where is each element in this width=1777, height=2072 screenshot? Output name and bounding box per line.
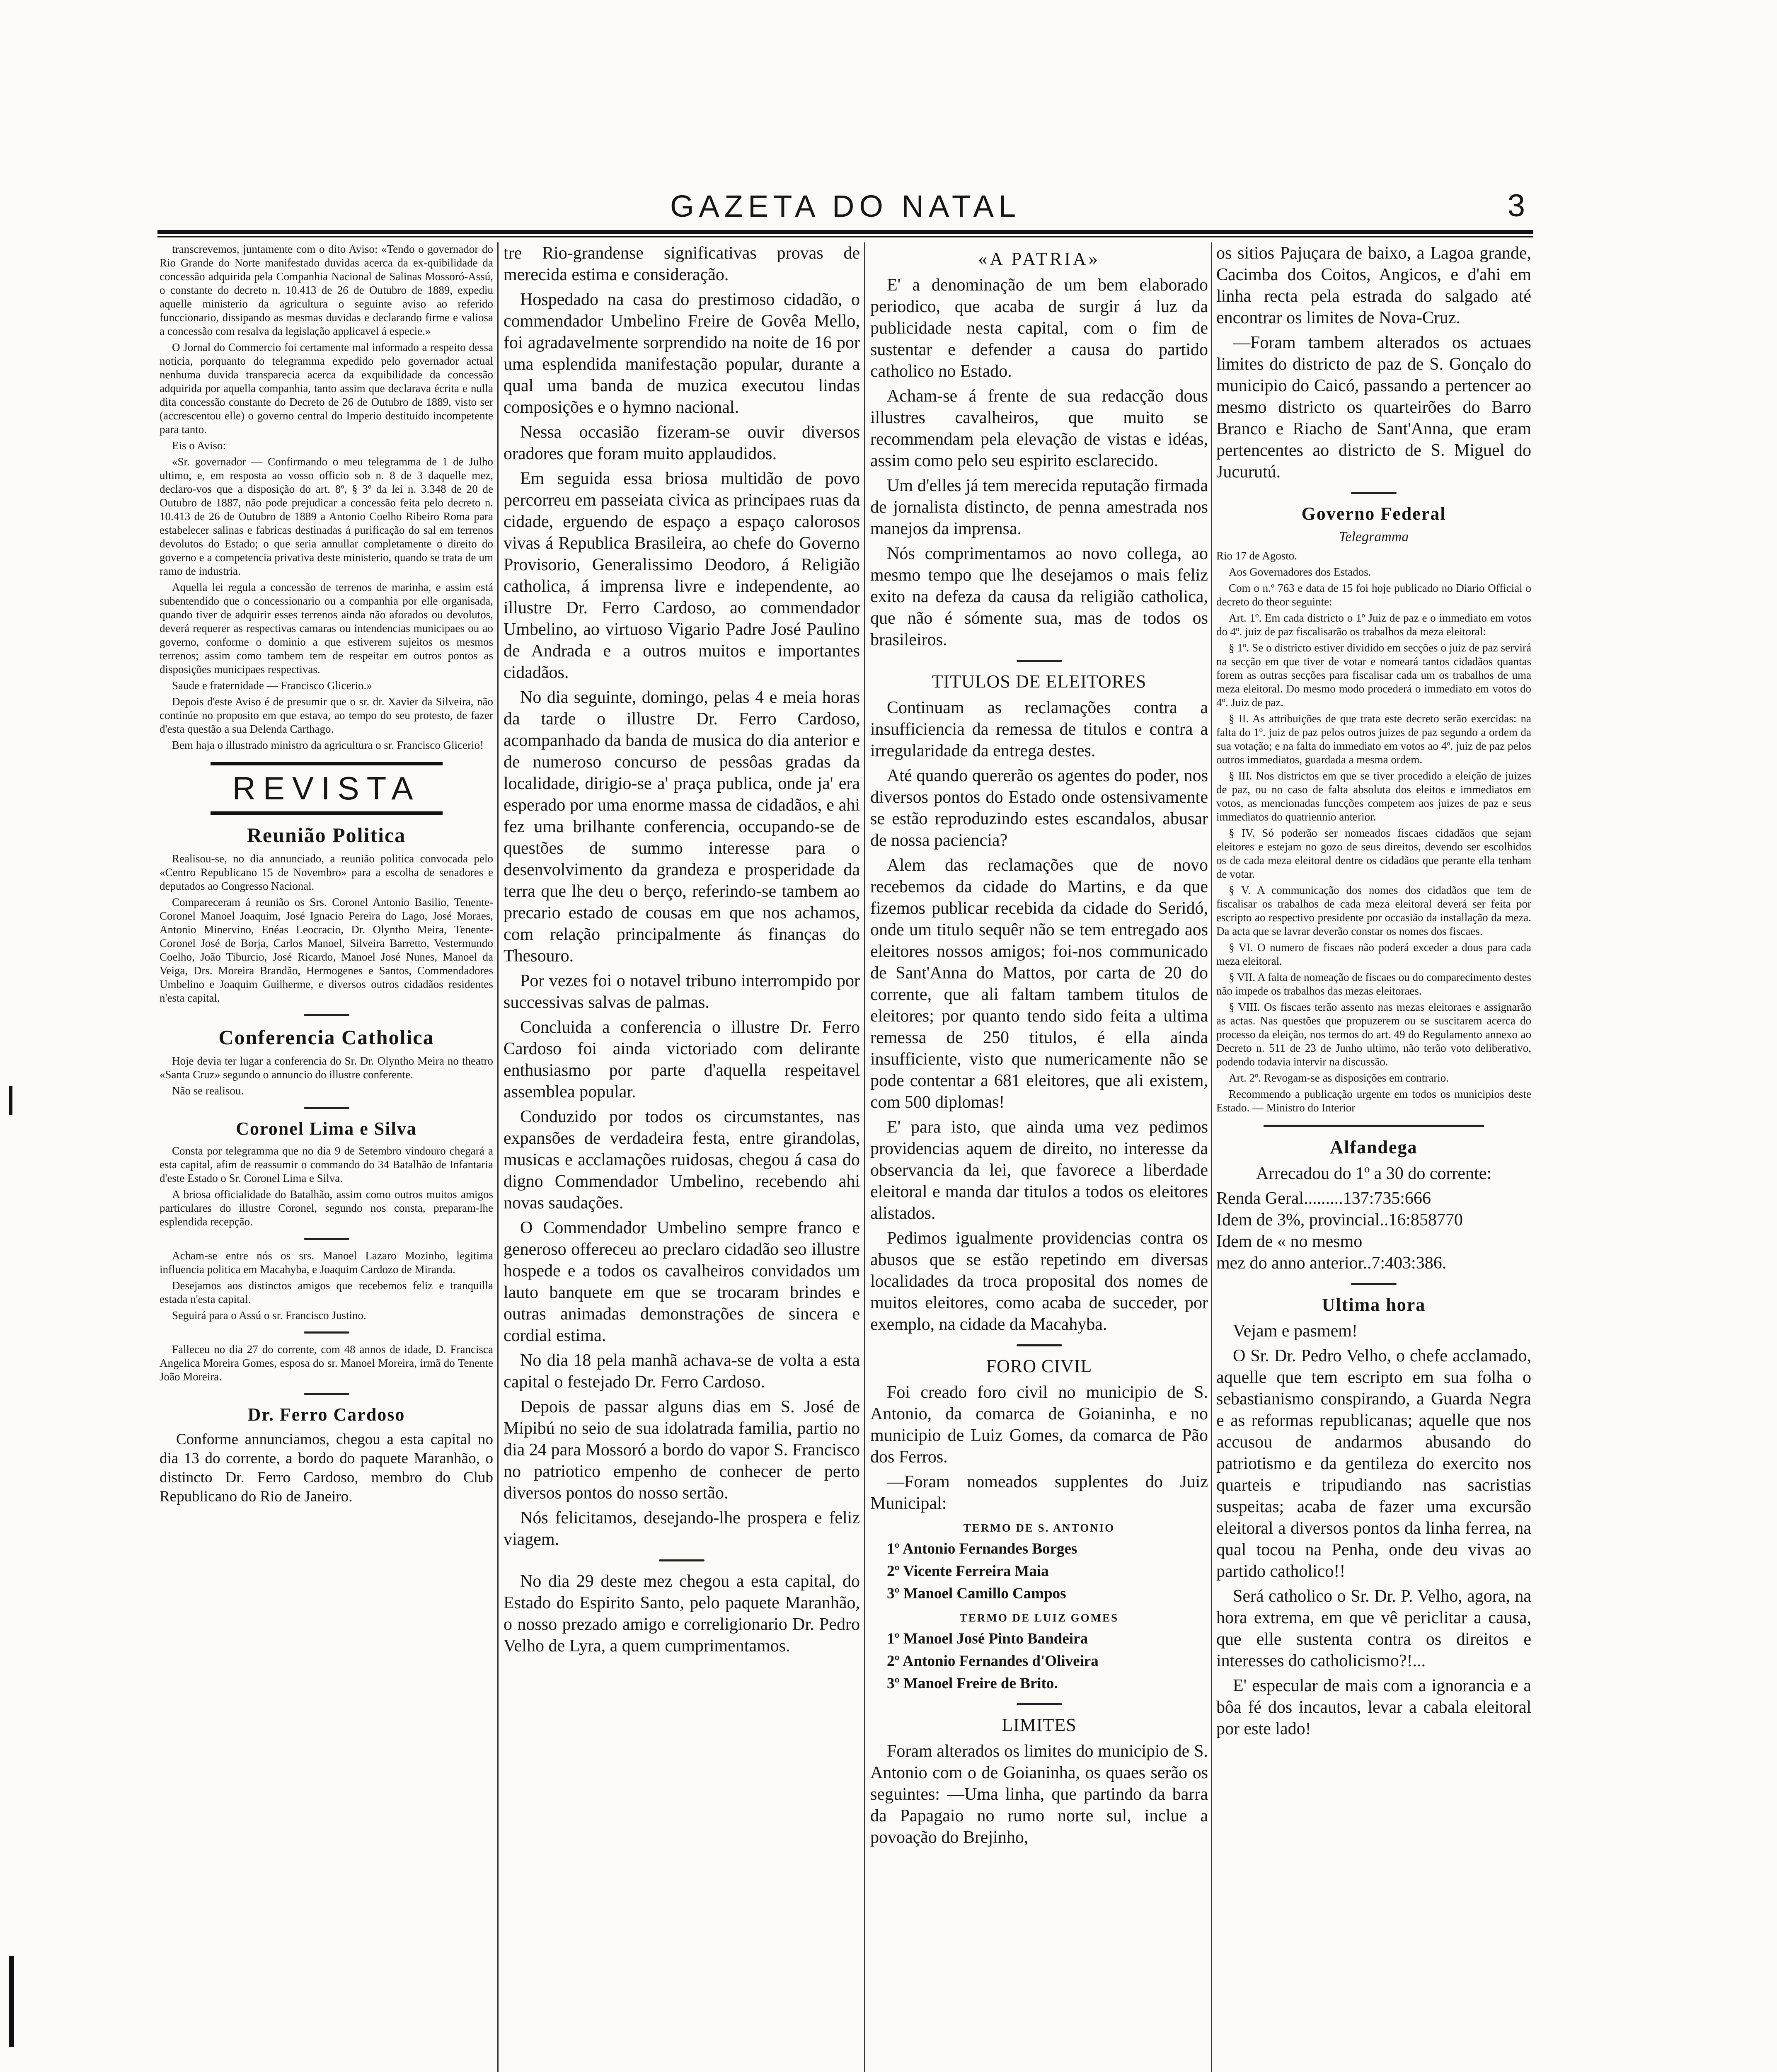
article-paragraph: Consta por telegramma que no dia 9 de Setembro vindouro chegará a esta capital, afim de reassumir o commando do 34 Batalhão de Infantaria d'este Estado o Sr. Coronel Lima e Silva.	[160, 1145, 493, 1184]
separator	[1017, 660, 1062, 662]
article-paragraph: Alem das reclamações que de novo recebemos da cidade do Martins, e da que fizemos publicar recebida da cidade do Seridó, onde um titulo sequêr não se tem entregado aos eleitores nossos amigos; foi-nos communicado de Sant'Anna do Mattos, por carta de 20 do corrente, que ali faltam tambem titulos de eleitores; por quanto tendo sido feita a ultima remessa de 250 titulos, é ella ainda insufficiente, visto que numericamente não se pode contentar a 681 eleitores, que ali existem, com 500 diplomas!	[870, 856, 1208, 1112]
article-paragraph: O Jornal do Commercio foi certamente mal informado a respeito dessa noticia, porquanto do telegramma expedido pelo governador actual nenhuma duvida transparecia acerca da exquibilidade da concessão adquirida por aquella companhia, tanto assim que declarava écrita e nulla dita concessão constante do Decreto de 26 de Outubro de 1889, visto ser (accrescentou elle) o governo central do Imperio destituido incompetente para tanto.	[160, 341, 493, 436]
article-paragraph: Não se realisou.	[172, 1084, 244, 1097]
headline-coronel: Coronel Lima e Silva	[236, 1118, 417, 1139]
headline-titulos: TITULOS DE ELEITORES	[932, 671, 1147, 692]
separator	[304, 1331, 349, 1334]
article-paragraph: E' a denominação de um bem elaborado periodico, que acaba de surgir á luz da publicidade nesta capital, com o fim de sustentar e defender a causa do partido catholico no Estado.	[870, 276, 1208, 381]
name-entry: 2º Vicente Ferreira Maia	[887, 1563, 1049, 1580]
article-paragraph: E' para isto, que ainda uma vez pedimos providencias aquem de direito, no interesse da observancia da lei, que favorece a liberdade eleitoral e manda dar titulos a todos os eleitores alistados.	[870, 1118, 1208, 1223]
headline-alfandega: Alfandega	[1330, 1137, 1418, 1157]
revenue-line: Renda Geral.........137:735:666	[1216, 1189, 1431, 1208]
name-entry: 1º Antonio Fernandes Borges	[887, 1540, 1077, 1557]
article-paragraph: tre Rio-grandense significativas provas de merecida estima e consideração.	[504, 244, 860, 284]
article-paragraph: Até quando quererão os agentes do poder, nos diversos pontos do Estado onde ostensivamente se estão reproduzindo estes escandalos, abusar de nossa paciencia?	[870, 766, 1208, 850]
headline-reuniao: Reunião Politica	[247, 823, 406, 847]
column-1	[160, 242, 493, 2072]
article-paragraph: Realisou-se, no dia annunciado, a reunião politica convocada pelo «Centro Republicano 15 de Novembro» para a escolha de senadores e deputados ao Congresso Nacional.	[160, 852, 493, 892]
article-paragraph: No dia seguinte, domingo, pelas 4 e meia horas da tarde o illustre Dr. Ferro Cardoso, acompanhado da banda de musica do dia anterior e de numeroso concurso de pessôas gradas da localidade, dirigio-se a' praça publica, onde ja' era esperado por uma enorme massa de cidadãos, e ahi fez uma brilhante conferencia, occupando-se de questões de summo interesse para o desenvolvimento da grandeza e prosperidade da terra que lhe deu o berço, referindo-se tambem ao precario estado de cousas em que nos achamos, com relação principalmente ás finanças do Thesouro.	[504, 688, 860, 966]
article-paragraph: Pedimos igualmente providencias contra os abusos que se estão repetindo em diversas localidades da troca proposital dos nomes de muitos eleitores, como acaba de succeder, por exemplo, na cidade da Macahyba.	[870, 1229, 1208, 1334]
article-paragraph: —Foram nomeados supplentes do Juiz Municipal:	[870, 1472, 1208, 1513]
headline-ferro-cardoso: Dr. Ferro Cardoso	[247, 1404, 405, 1425]
news-note: Seguirá para o Assú o sr. Francisco Justino.	[172, 1309, 366, 1322]
article-paragraph: Eis o Aviso:	[172, 439, 226, 452]
article-paragraph: Aquella lei regula a concessão de terrenos de marinha, e assim está subentendido que o concessionario ou a companhia por elle organisada, quando tiver de adquirir esses terrenos ainda não aforados ou devolutos, deverá requerer as respectivas camaras ou intendencias municipaes ou ao governo, conforme o dominio a que estiverem sujeitos os mesmos terrenos; assim como tambem tem de respeitar em outros pontos as disposições municipaes respectivas.	[160, 581, 493, 675]
article-paragraph: Depois de passar alguns dias em S. José de Mipibú no seio de sua idolatrada familia, partio no dia 24 para Mossoró a bordo do vapor S. Francisco no patriotico empenho de conhecer de perto diversos pontos do nosso sertão.	[504, 1397, 860, 1503]
decree-paragraph: § III. Nos districtos em que se tiver procedido a eleição de juizes de paz, ou no caso de falta absoluta dos eleitos e immediatos em votos, as mencionadas funcções competem aos juizes de paz e seus immediatos do quatriennio anterior.	[1216, 770, 1531, 823]
article-paragraph: O Commendador Umbelino sempre franco e generoso offereceu ao preclaro cidadão seo illustre hospede e a todos os cavalheiros convidados um lauto banquete em que se trocaram brindes e outras animadas demonstrações de sincera e cordial estima.	[504, 1218, 860, 1345]
article-paragraph: Conforme annunciamos, chegou a esta capital no dia 13 do corrente, a bordo do paquete Maranhão, o distincto Dr. Ferro Cardoso, membro do Club Republicano do Rio de Janeiro.	[160, 1431, 493, 1505]
article-paragraph: A briosa officialidade do Batalhão, assim como outros muitos amigos particulares do illustre Coronel, segundo nos consta, preparam-lhe esplendida recepção.	[160, 1188, 493, 1228]
separator	[1017, 1344, 1062, 1346]
article-paragraph: Nós felicitamos, desejando-lhe prospera e feliz viagem.	[504, 1508, 860, 1549]
article-paragraph: Hospedado na casa do prestimoso cidadão, o commendador Umbelino Freire de Govêa Mello, foi agradavelmente sorprendido na noite de 16 por uma esplendida manifestação popular, durante a qual uma banda de muzica executou lindas composições e o hymno nacional.	[504, 290, 860, 417]
name-entry: 1º Manoel José Pinto Bandeira	[887, 1630, 1088, 1647]
article-paragraph: Foi creado foro civil no municipio de S. Antonio, da comarca de Goianinha, e no municipio de Luiz Gomes, da comarca de Pão dos Ferros.	[870, 1383, 1208, 1467]
section-title-revista: REVISTA	[211, 762, 443, 815]
decree-paragraph: § VII. A falta de nomeação de fiscaes ou do comparecimento destes não impede os trabalhos das mezas eleitoraes.	[1216, 971, 1531, 997]
article-paragraph: Bem haja o illustrado ministro da agricultura o sr. Francisco Glicerio!	[172, 739, 484, 751]
article-paragraph: Vejam e pasmem!	[1233, 1322, 1358, 1341]
column-4	[1216, 242, 1531, 2072]
article-paragraph: O Sr. Dr. Pedro Velho, o chefe acclamado, aquelle que tem escripto em sua folha o sebastianismo conspirando, a Guarda Negra e as reformas republicanas; aquelle que nos accusou de andarmos abusando do patriotismo e da gentileza do exercito nos quarteis e tripudiando nas sacristias suspeitas; acaba de fazer uma excursão eleitoral a diversos pontos da linha ferrea, na qual tocou na Penha, onde deu vivas ao partido catholico!!	[1216, 1346, 1531, 1581]
revenue-line: mez do anno anterior..7:403:386.	[1216, 1254, 1447, 1273]
decree-paragraph: § 1º. Se o districto estiver dividido em secções o juiz de paz servirá na secção em que tiver de votar e nomeará tantos cidadãos quantas forem as outras secções para fiscalisar cada um os trabalhos de uma meza eleitoral. Do mesmo modo procederá o immediato em votos do 4º. Juiz de paz.	[1216, 641, 1531, 709]
article-paragraph: Nessa occasião fizeram-se ouvir diversos oradores que foram muito applaudidos.	[504, 423, 860, 463]
separator	[1351, 1283, 1397, 1285]
separator	[1017, 1703, 1062, 1705]
decree-paragraph: Com o n.º 763 e data de 15 foi hoje publicado no Diario Official o decreto do theor seguinte:	[1216, 582, 1531, 608]
article-paragraph: Conduzido por todos os circumstantes, nas expansões de verdadeira festa, entre girandolas, musicas e acclamações ruidosas, chegou á casa do digno Commendador Umbelino, recebendo ahi novas saudações.	[504, 1107, 860, 1213]
subheading-termo: TERMO DE LUIZ GOMES	[959, 1612, 1119, 1624]
news-note: Acham-se entre nós os srs. Manoel Lazaro Mozinho, legitima influencia politica em Macahyba, e Joaquim Cardozo de Miranda.	[160, 1249, 493, 1276]
decree-paragraph: Art. 1º. Em cada districto o 1º Juiz de paz e o immediato em votos do 4º. juiz de paz fiscalisarão os trabalhos da meza eleitoral:	[1216, 612, 1531, 638]
article-paragraph: Será catholico o Sr. Dr. P. Velho, agora, na hora extrema, em que vê periclitar a causa, que elle sustenta contra os direitos e interesses do catholicismo?!...	[1216, 1587, 1531, 1670]
alfandega-intro: Arrecadou do 1º a 30 do corrente:	[1256, 1164, 1492, 1183]
decree-paragraph: § VIII. Os fiscaes terão assento nas mezas eleitoraes e assignarão as actas. Nas questões que propuzerem ou se suscitarem acerca do processo da eleição, nos termos do art. 49 do Regulamento annexo ao Decreto n. 511 de 23 de Junho ultimo, não terão voto deliberativo, podendo todavia intervir na discussão.	[1216, 1001, 1531, 1068]
headline-limites: LIMITES	[1002, 1715, 1077, 1735]
decree-line: Aos Governadores dos Estados.	[1229, 566, 1371, 578]
page-header	[157, 184, 1533, 234]
revenue-line: Idem de 3%, provincial..16:858770	[1216, 1210, 1463, 1230]
article-paragraph: Um d'elles já tem merecida reputação firmada de jornalista distincto, de penna amestrada nos manejos da imprensa.	[870, 476, 1208, 538]
subheading-telegramma: Telegramma	[1339, 529, 1409, 545]
name-entry: 3º Manoel Freire de Brito.	[887, 1675, 1058, 1692]
article-paragraph: Depois d'este Aviso é de presumir que o sr. dr. Xavier da Silveira, não continúe no proposito em que estava, ao tempo do seu protesto, de fazer d'esta questão a sua Delenda Carthago.	[160, 695, 493, 735]
decree-paragraph: Art. 2º. Revogam-se as disposições em contrario.	[1229, 1072, 1449, 1084]
article-paragraph: No dia 18 pela manhã achava-se de volta a esta capital o festejado Dr. Ferro Cardoso.	[504, 1351, 860, 1392]
column-divider	[1211, 242, 1212, 2072]
column-divider	[497, 242, 499, 2072]
revenue-line: Idem de « no mesmo	[1216, 1232, 1363, 1251]
article-paragraph: Em seguida essa briosa multidão de povo percorreu em passeiata civica as principaes ruas da cidade, erguendo de espaço a espaço calorosos vivas á Republica Brasileira, ao chefe do Governo Provisorio, Generalissimo Deodoro, á Religião catholica, á imprensa livre e independente, ao illustre Dr. Ferro Cardoso, ao commendador Umbelino, ao virtuoso Vigario Padre José Paulino de Andrada e a outros muitos e importantes cidadãos.	[504, 469, 860, 682]
header-rule-thin	[157, 236, 1533, 237]
news-note: Falleceu no dia 27 do corrente, com 48 annos de idade, D. Francisca Angelica Moreira Gomes, esposa do sr. Manoel Moreira, irmã do Tenente João Moreira.	[160, 1343, 493, 1383]
decree-paragraph: Recommendo a publicação urgente em todos os municipios deste Estado. — Ministro do Interior	[1216, 1088, 1531, 1114]
article-paragraph: —Foram tambem alterados os actuaes limites do districto de paz de S. Gonçalo do municipio do Caicó, passando a pertencer ao mesmo districto os quarteirões do Barro Branco e Riacho de Sant'Anna, que eram pertencentes ao districto de S. Miguel do Jucurutú.	[1216, 333, 1531, 482]
headline-conferencia: Conferencia Catholica	[218, 1026, 434, 1049]
name-entry: 3º Manoel Camillo Campos	[887, 1585, 1066, 1602]
article-paragraph: Nós comprimentamos ao novo collega, ao mesmo tempo que lhe desejamos o mais feliz exito na defeza da causa da religião catholica, que não é sómente sua, mas de todos os brasileiros.	[870, 544, 1208, 649]
article-paragraph: Continuam as reclamações contra a insufficiencia da remessa de titulos e contra a irregularidade da entrega destes.	[870, 698, 1208, 760]
article-paragraph: Compareceram á reunião os Srs. Coronel Antonio Basilio, Tenente-Coronel Manoel Joaquim, José Ignacio Pereira do Lago, José Moraes, Antonio Minervino, Enéas Leocracio, Dr. Olyntho Meira, Tenente-Coronel José de Borja, Carlos Manoel, Silveira Barretto, Vestermundo Coelho, João Tiburcio, José Ricardo, Manoel José Nunes, Manoel da Veiga, Drs. Moreira Brandão, Hermogenes e Santos, Commendadores Umbelino e Joaquim Guilherme, e diversos outros cidadãos residentes n'esta capital.	[160, 896, 493, 1004]
column-2	[504, 242, 860, 2072]
separator	[304, 1107, 349, 1109]
newspaper-title: GAZETA DO NATAL	[670, 189, 1021, 223]
article-paragraph: «Sr. governador — Confirmando o meu telegramma de 1 de Julho ultimo, e, em resposta ao vosso officio sob n. 8 de 3 daquelle mez, declaro-vos que a disposição do art. 8º, § 3º da lei n. 3.348 de 20 de Outubro de 1887, não pode prejudicar a concessão feita pelo decreto n. 10.413 de 26 de Outubro de 1889 a Antonio Coelho Ribeiro Roma para estabelecer salinas e fabricas destinadas á purificação do sal em terrenos devolutos do Estado; o que seria annullar completamente o direito do governo e a competencia privativa deste ministerio, quando se trata de um ramo de industria.	[160, 455, 493, 577]
article-paragraph: Concluida a conferencia o illustre Dr. Ferro Cardoso foi ainda victoriado com delirante enthusiasmo por parte d'aquella respeitavel assemblea popular.	[504, 1018, 860, 1101]
headline-foro-civil: FORO CIVIL	[986, 1356, 1092, 1376]
article-paragraph: Foram alterados os limites do municipio de S. Antonio com o de Goianinha, os quaes serão os seguintes: —Uma linha, que partindo da barra da Papagaio no rumo norte sul, inclue a povoação do Brejinho,	[870, 1742, 1208, 1847]
article-paragraph: Saude e fraternidade — Francisco Glicerio.»	[172, 679, 372, 692]
decree-paragraph: § II. As attribuições de que trata este decreto serão exercidas: na falta do 1º. juiz de paz pelos outros juizes de paz segundo a ordem da sua votação; e na falta do immediato em votos ao 4º. juiz de paz pelos outros immediatos, guardada a mesma ordem.	[1216, 712, 1531, 766]
separator	[304, 1014, 349, 1016]
article-paragraph: E' especular de mais com a ignorancia e a bôa fé dos incautos, levar a cabala eleitoral por este lado!	[1216, 1676, 1531, 1738]
header-rule	[157, 230, 1533, 234]
headline-governo-federal: Governo Federal	[1301, 503, 1446, 524]
headline-ultima-hora: Ultima hora	[1322, 1295, 1426, 1315]
separator	[304, 1238, 349, 1240]
margin-mark	[9, 1086, 12, 1115]
article-paragraph: Por vezes foi o notavel tribuno interrompido por successivas salvas de palmas.	[504, 971, 860, 1012]
subheading-termo: TERMO DE S. ANTONIO	[963, 1522, 1115, 1534]
page-number: 3	[1507, 188, 1525, 223]
name-entry: 2º Antonio Fernandes d'Oliveira	[887, 1653, 1099, 1670]
news-note: Desejamos aos distinctos amigos que recebemos feliz e tranquilla estada n'esta capital.	[160, 1279, 493, 1305]
separator	[659, 1559, 705, 1561]
decree-paragraph: § IV. Só poderão ser nomeados fiscaes cidadãos que sejam eleitores e estejam no gozo de seus direitos, devendo ser escolhidos os de cada meza eleitoral dentre os cidadãos que perante ella tenham de votar.	[1216, 827, 1531, 880]
article-paragraph: transcrevemos, juntamente com o dito Aviso: «Tendo o governador do Rio Grande do Norte manifestado duvidas acerca da ex-quibilidade da concessão adquirida pela Companhia Nacional de Salinas Mossoró-Assú, o constante do decreto n. 10.413 de 26 de Outubro de 1889, expediu aquelle ministerio da agricultura o seguinte aviso ao referido funccionario, dissipando as mesmas duvidas e declarando firme e valiosa a concessão com resalva da legislação applicavel á especie.»	[160, 243, 493, 337]
article-paragraph: Acham-se á frente de sua redacção dous illustres cavalheiros, que muito se recommendam pela elevação de vistas e idéas, assim como pelo seu espirito esclarecido.	[870, 387, 1208, 470]
revenue-table	[1216, 1188, 1531, 1274]
margin-mark	[9, 1956, 14, 2047]
headline-a-patria: «A PATRIA»	[978, 249, 1100, 269]
decree-paragraph: § V. A communicação dos nomes dos cidadãos que tem de fiscalisar os trabalhos de cada meza eleitoral deverá ser feita por escripto ao respectivo presidente por occasião da installação da meza. Da acta que se lavrar deverão constar os nomes dos fiscaes.	[1216, 884, 1531, 937]
column-3	[870, 242, 1208, 2072]
article-paragraph: No dia 29 deste mez chegou a esta capital, do Estado do Espirito Santo, pelo paquete Maranhão, o nosso prezado amigo e correligionario Dr. Pedro Velho de Lyra, a quem cumprimentamos.	[504, 1572, 860, 1656]
decree-paragraph: § VI. O numero de fiscaes não poderá exceder a dous para cada meza eleitoral.	[1216, 941, 1531, 967]
separator	[1264, 1125, 1484, 1127]
article-paragraph: os sitios Pajuçara de baixo, a Lagoa grande, Cacimba dos Coitos, Angicos, e d'ahi em linha recta pela estrada do salgado até encontrar os limites de Nova-Cruz.	[1216, 244, 1531, 327]
separator	[304, 1393, 349, 1395]
article-paragraph: Hoje devia ter lugar a conferencia do Sr. Dr. Olyntho Meira no theatro «Santa Cruz» segundo o annuncio do illustre conferente.	[160, 1055, 493, 1081]
column-divider	[864, 242, 865, 2072]
separator	[1351, 492, 1397, 494]
decree-line: Rio 17 de Agosto.	[1216, 549, 1298, 562]
